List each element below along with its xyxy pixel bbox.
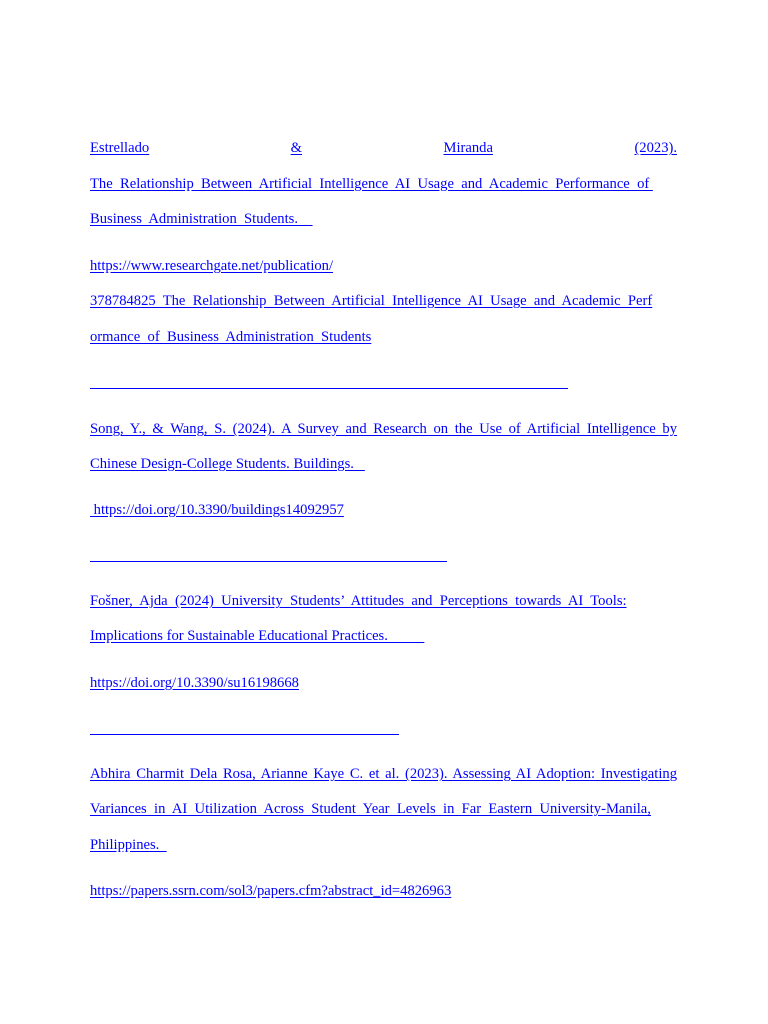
ref3-url[interactable]: https://doi.org/10.3390/su16198668: [90, 675, 299, 691]
ref2-line1[interactable]: Song, Y., & Wang, S. (2024). A Survey and Research on the Use of Artificial Intelligence by: [90, 421, 677, 437]
ref1-url-line2[interactable]: 378784825 The Relationship Between Artificial Intelligence AI Usage and Academic Perf: [90, 293, 653, 309]
ref3-line1[interactable]: Fošner, Ajda (2024) University Students’ Attitudes and Perceptions towards AI Tools:: [90, 593, 627, 609]
ref4-line3[interactable]: Philippines.: [90, 837, 167, 853]
ref1-year: (2023).: [634, 140, 677, 156]
ref1-title-line1[interactable]: The Relationship Between Artificial Intelligence AI Usage and Academic Performance of: [90, 176, 653, 192]
ref2-line2[interactable]: Chinese Design-College Students. Buildings.: [90, 456, 365, 472]
ref1-divider: [90, 388, 568, 389]
ref1-url-line3[interactable]: ormance of Business Administration Students: [90, 329, 372, 345]
ref2-divider: [90, 561, 447, 562]
ref4-url[interactable]: https://papers.ssrn.com/sol3/papers.cfm?abstract_id=4826963: [90, 883, 452, 899]
ref1-author1: Estrellado: [90, 140, 150, 156]
ref1-title-line2[interactable]: Business Administration Students.: [90, 211, 313, 227]
ref4-line2[interactable]: Variances in AI Utilization Across Student Year Levels in Far Eastern University-Manila,: [90, 801, 651, 817]
ref3-line2[interactable]: Implications for Sustainable Educational Practices.: [90, 628, 425, 644]
ref1-ampersand: &: [290, 140, 303, 156]
ref4-line1[interactable]: Abhira Charmit Dela Rosa, Arianne Kaye C. et al. (2023). Assessing AI Adoption: Investigating: [90, 766, 677, 782]
ref1-author2: Miranda: [443, 140, 493, 156]
ref3-divider: [90, 734, 399, 735]
ref1-line1[interactable]: [90, 139, 677, 157]
ref2-url[interactable]: https://doi.org/10.3390/buildings14092957: [90, 502, 344, 518]
ref1-url-line1[interactable]: https://www.researchgate.net/publication/: [90, 258, 334, 274]
